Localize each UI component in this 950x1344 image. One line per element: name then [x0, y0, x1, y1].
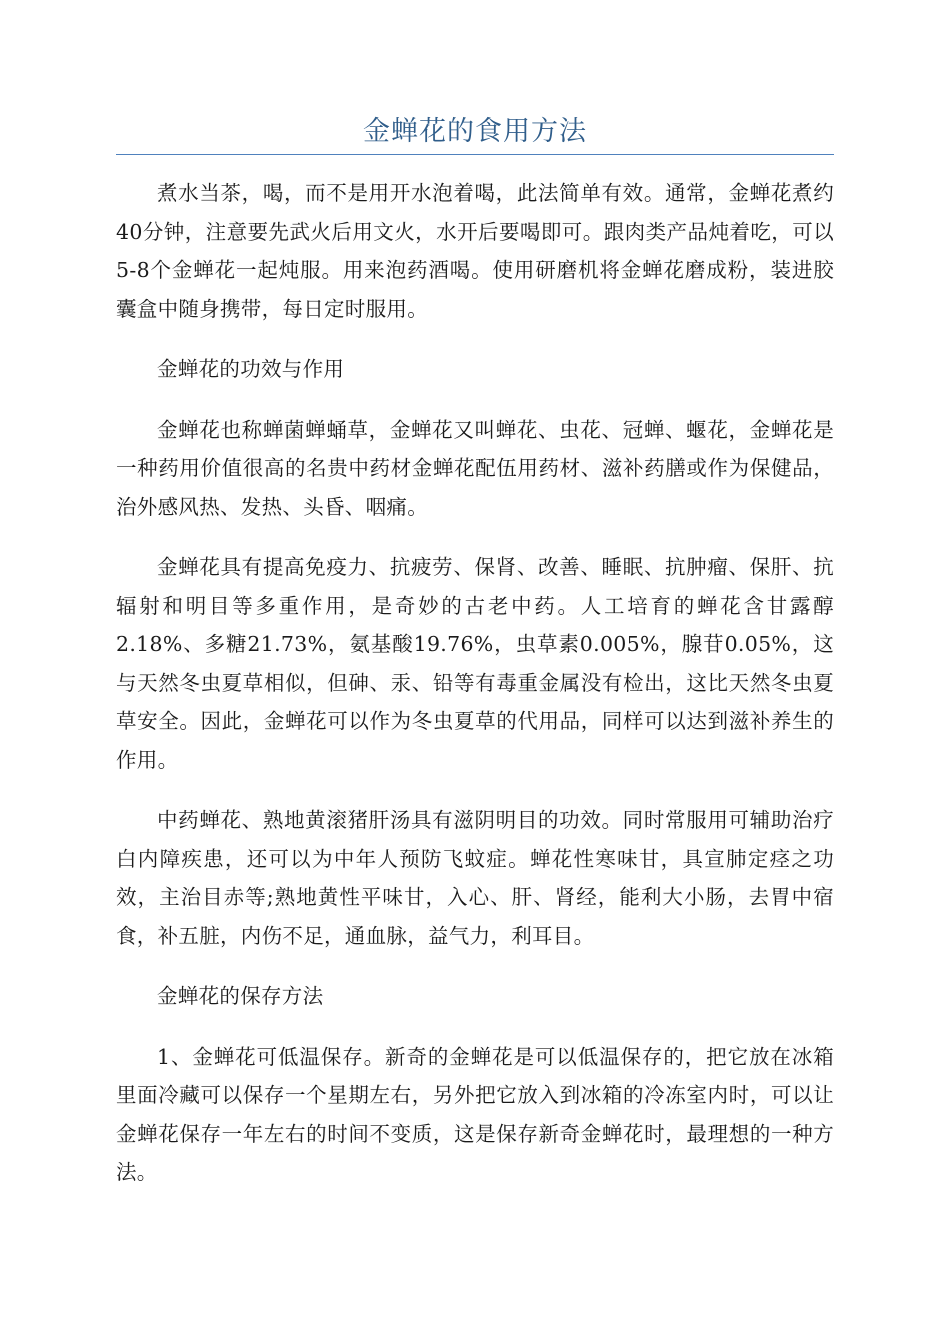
- paragraph-benefits: 金蝉花具有提高免疫力、抗疲劳、保肾、改善、睡眠、抗肿瘤、保肝、抗辐射和明目等多重作用，是奇妙的古老中药。人工培育的蝉花含甘露醇2.18%、多糖21.73%，氨基酸19.76%，虫草素0.005%，腺苷0.05%，这与天然冬虫夏草相似，但砷、汞、铅等有毒重金属没有检出，这比天然冬虫夏草安全。因此，金蝉花可以作为冬虫夏草的代用品，同样可以达到滋补养生的作用。: [116, 555, 834, 772]
- section-heading-storage: 金蝉花的保存方法: [157, 984, 324, 1008]
- document-title: 金蝉花的食用方法: [363, 116, 587, 147]
- paragraph-usage: 煮水当茶，喝，而不是用开水泡着喝，此法简单有效。通常，金蝉花煮约40分钟，注意要先武火后用文火，水开后要喝即可。跟肉类产品炖着吃，可以5-8个金蝉花一起炖服。用来泡药酒喝。使用研磨机将金蝉花磨成粉，装进胶囊盒中随身携带，每日定时服用。: [116, 181, 834, 321]
- title-underline: [116, 154, 834, 155]
- section-heading-effects: 金蝉花的功效与作用: [157, 357, 345, 381]
- paragraph-aliases: 金蝉花也称蝉菌蝉蛹草，金蝉花又叫蝉花、虫花、冠蝉、蝘花，金蝉花是一种药用价值很高的名贵中药材金蝉花配伍用药材、滋补药膳或作为保健品，治外感风热、发热、头昏、咽痛。: [116, 417, 834, 519]
- document-body: [116, 174, 834, 1214]
- paragraph-soup: 中药蝉花、熟地黄滚猪肝汤具有滋阴明目的功效。同时常服用可辅助治疗白内障疾患，还可以为中年人预防飞蚊症。蝉花性寒味甘，具宣肺定痉之功效，主治目赤等;熟地黄性平味甘，入心、肝、肾经，能利大小肠，去胃中宿食，补五脏，内伤不足，通血脉，益气力，利耳目。: [116, 808, 834, 948]
- paragraph-storage-1: 1、金蝉花可低温保存。新奇的金蝉花是可以低温保存的，把它放在冰箱里面冷藏可以保存一个星期左右，另外把它放入到冰箱的冷冻室内时，可以让金蝉花保存一年左右的时间不变质，这是保存新奇金蝉花时，最理想的一种方法。: [116, 1044, 834, 1184]
